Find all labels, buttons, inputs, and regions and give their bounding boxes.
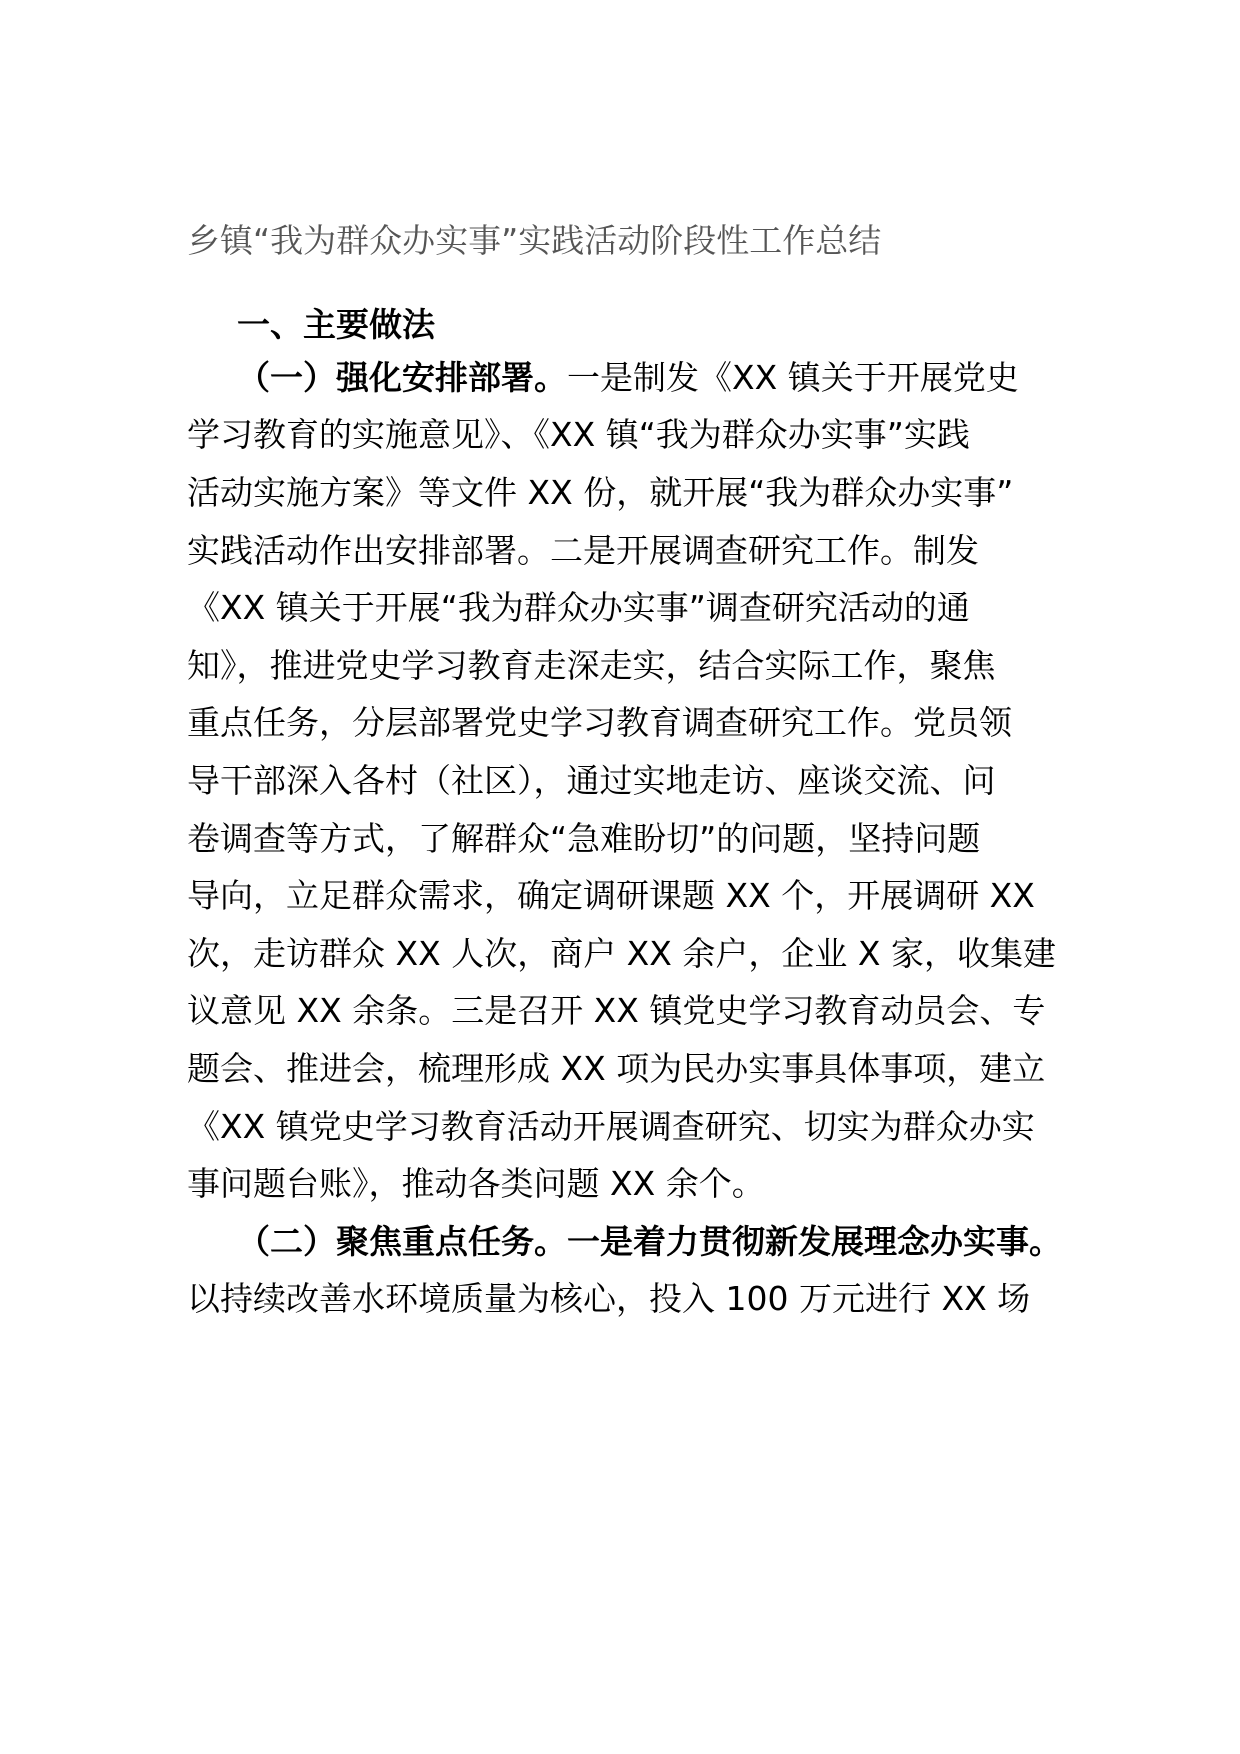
line-text: 导向，立足群众需求，确定调研课题 XX 个，开展调研 XX: [187, 876, 1035, 915]
paragraph-line: [187, 986, 1045, 1036]
paragraph-line: [187, 1159, 765, 1209]
subsection-heading: （一）强化安排部署。: [237, 358, 567, 397]
line-text: 学习教育的实施意见》、《XX 镇“我为群众办实事”实践: [187, 415, 970, 454]
line-text: 知》，推进党史学习教育走深走实，结合实际工作，聚焦: [187, 646, 996, 685]
paragraph-line: [187, 1044, 1045, 1094]
paragraph-line: [187, 1274, 1030, 1324]
line-text: 《XX 镇党史学习教育活动开展调查研究、切实为群众办实: [187, 1107, 1035, 1146]
paragraph-line: [187, 756, 996, 806]
paragraph-line: [187, 871, 1035, 921]
paragraph-line: [237, 353, 1019, 403]
paragraph-line: [187, 468, 1013, 518]
line-text: 以持续改善水环境质量为核心，投入 100 万元进行 XX 场: [187, 1279, 1031, 1318]
document-title: 乡镇“我为群众办实事”实践活动阶段性工作总结: [187, 221, 882, 260]
paragraph-line: [187, 583, 970, 633]
paragraph-line: [187, 526, 979, 576]
line-text: 实践活动作出安排部署。二是开展调查研究工作。制发: [187, 531, 979, 570]
line-text: 《XX 镇关于开展“我为群众办实事”调查研究活动的通: [187, 588, 970, 627]
line-text: 重点任务，分层部署党史学习教育调查研究工作。党员领: [187, 703, 1012, 742]
line-text: 一是制发《XX 镇关于开展党史: [567, 358, 1019, 397]
paragraph-line: [187, 929, 1056, 979]
line-text: 事问题台账》，推动各类问题 XX 余个。: [187, 1164, 765, 1203]
line-text: 议意见 XX 余条。三是召开 XX 镇党史学习教育动员会、专: [187, 991, 1046, 1030]
paragraph-line: [187, 641, 996, 691]
line-text: 次，走访群众 XX 人次，商户 XX 余户，企业 X 家，收集建: [187, 934, 1056, 973]
paragraph-line: [187, 814, 980, 864]
line-text: 活动实施方案》等文件 XX 份，就开展“我为群众办实事”: [187, 473, 1014, 512]
line-text: 导干部深入各村（社区），通过实地走访、座谈交流、问: [187, 761, 996, 800]
subsection-heading: （二）聚焦重点任务。一是着力贯彻新发展理念办实事。: [237, 1222, 1062, 1261]
section-heading: 一、主要做法: [237, 305, 435, 344]
line-text: 卷调查等方式，了解群众“急难盼切”的问题，坚持问题: [187, 819, 981, 858]
paragraph-line: [237, 1217, 1062, 1267]
line-text: 题会、推进会，梳理形成 XX 项为民办实事具体事项，建立: [187, 1049, 1046, 1088]
paragraph-line: [187, 698, 1012, 748]
paragraph-line: [187, 1102, 1035, 1152]
paragraph-line: [187, 410, 970, 460]
